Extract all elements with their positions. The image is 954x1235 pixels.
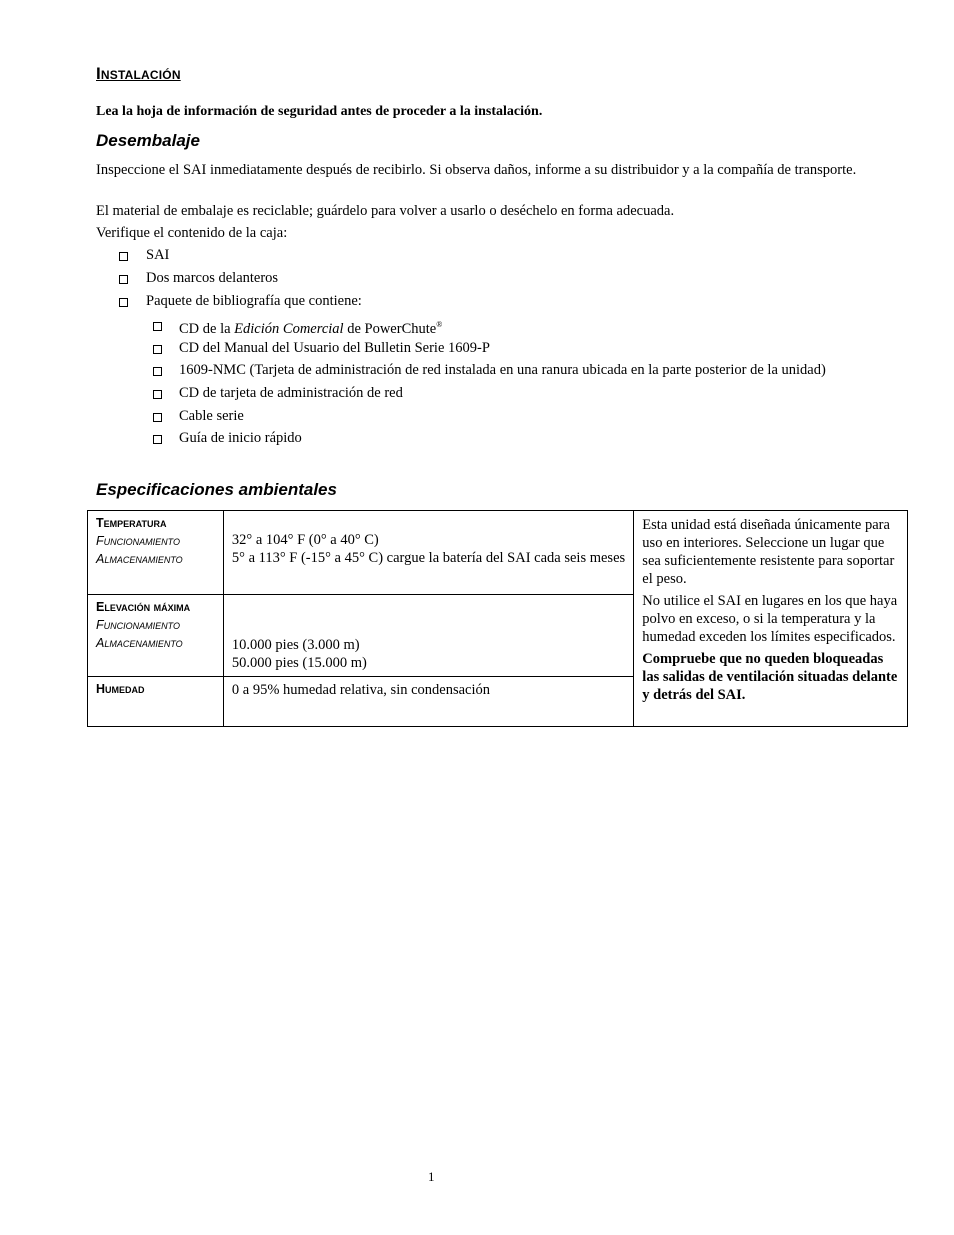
note-indoor-use: Esta unidad está diseñada únicamente para uso en interiores. Seleccione un lugar que sea suficientemente resistente para soportar el peso.: [642, 517, 895, 587]
list-item: Dos marcos delanteros: [146, 270, 279, 286]
elevation-operating-value: 10.000 pies (3.000 m): [231, 637, 360, 653]
list-item: CD del Manual del Usuario del Bulletin Serie 1609-P: [179, 340, 490, 356]
checkbox-icon: [119, 275, 128, 284]
temperature-operating-value: 32° a 104° F (0° a 40° C): [231, 532, 379, 548]
page-number: 1: [428, 1169, 435, 1184]
environment-table: [87, 510, 908, 727]
checkbox-icon: [153, 390, 162, 399]
humidity-value-cell: [223, 677, 633, 727]
temperature-storage-value: 5° a 113° F (-15° a 45° C) cargue la batería del SAI cada seis meses: [231, 550, 626, 566]
elevation-value-cell: [223, 595, 633, 677]
elevation-label: Elevación máxima: [96, 600, 191, 614]
environment-notes-cell: [634, 511, 908, 727]
section-heading: Instalación: [96, 64, 181, 83]
checkbox-icon: [119, 252, 128, 261]
temperature-label-cell: [88, 511, 224, 595]
elevation-storage-value: 50.000 pies (15.000 m): [231, 655, 367, 671]
list-item: Cable serie: [179, 408, 244, 424]
checkbox-icon: [153, 367, 162, 376]
storage-label: Almacenamiento: [96, 552, 183, 566]
note-dust: No utilice el SAI en lugares en los que haya polvo en exceso, o si la temperatura y la humedad exceden los límites especificados.: [642, 593, 898, 645]
temperature-value-cell: [223, 511, 633, 595]
humidity-label: Humedad: [96, 682, 145, 696]
environment-title: Especificaciones ambientales: [96, 480, 337, 499]
checkbox-icon: [153, 413, 162, 422]
list-item: SAI: [146, 247, 170, 263]
unpacking-title: Desembalaje: [96, 131, 200, 150]
safety-note: Lea la hoja de información de seguridad antes de proceder a la instalación.: [96, 104, 543, 119]
unpacking-para-1: Inspeccione el SAI inmediatamente después de recibirlo. Si observa daños, informe a su distribuidor y a la compañía de transporte.: [96, 162, 857, 178]
list-item: 1609-NMC (Tarjeta de administración de red instalada en una ranura ubicada en la parte posterior de la unidad): [179, 362, 826, 378]
humidity-value: 0 a 95% humedad relativa, sin condensación: [231, 682, 491, 698]
storage-label: Almacenamiento: [96, 636, 183, 650]
humidity-label-cell: [88, 677, 224, 727]
checkbox-icon: [153, 435, 162, 444]
elevation-label-cell: [88, 595, 224, 677]
note-ventilation: Compruebe que no queden bloqueadas las salidas de ventilación situadas delante y detrás del SAI.: [642, 651, 898, 703]
temperature-label: Temperatura: [96, 516, 167, 530]
operating-label: Funcionamiento: [96, 618, 180, 632]
checkbox-icon: [119, 298, 128, 307]
checkbox-icon: [153, 322, 162, 331]
table-row: [88, 511, 908, 595]
unpacking-para-3: Verifique el contenido de la caja:: [96, 225, 288, 241]
list-item: CD de tarjeta de administración de red: [179, 385, 403, 401]
operating-label: Funcionamiento: [96, 534, 180, 548]
list-item: Paquete de bibliografía que contiene:: [146, 293, 362, 309]
list-item-powerchute: CD de la Edición Comercial de PowerChute®: [179, 320, 443, 337]
list-item: Guía de inicio rápido: [179, 430, 302, 446]
checkbox-icon: [153, 345, 162, 354]
unpacking-para-2: El material de embalaje es reciclable; guárdelo para volver a usarlo o deséchelo en forma adecuada.: [96, 203, 675, 219]
